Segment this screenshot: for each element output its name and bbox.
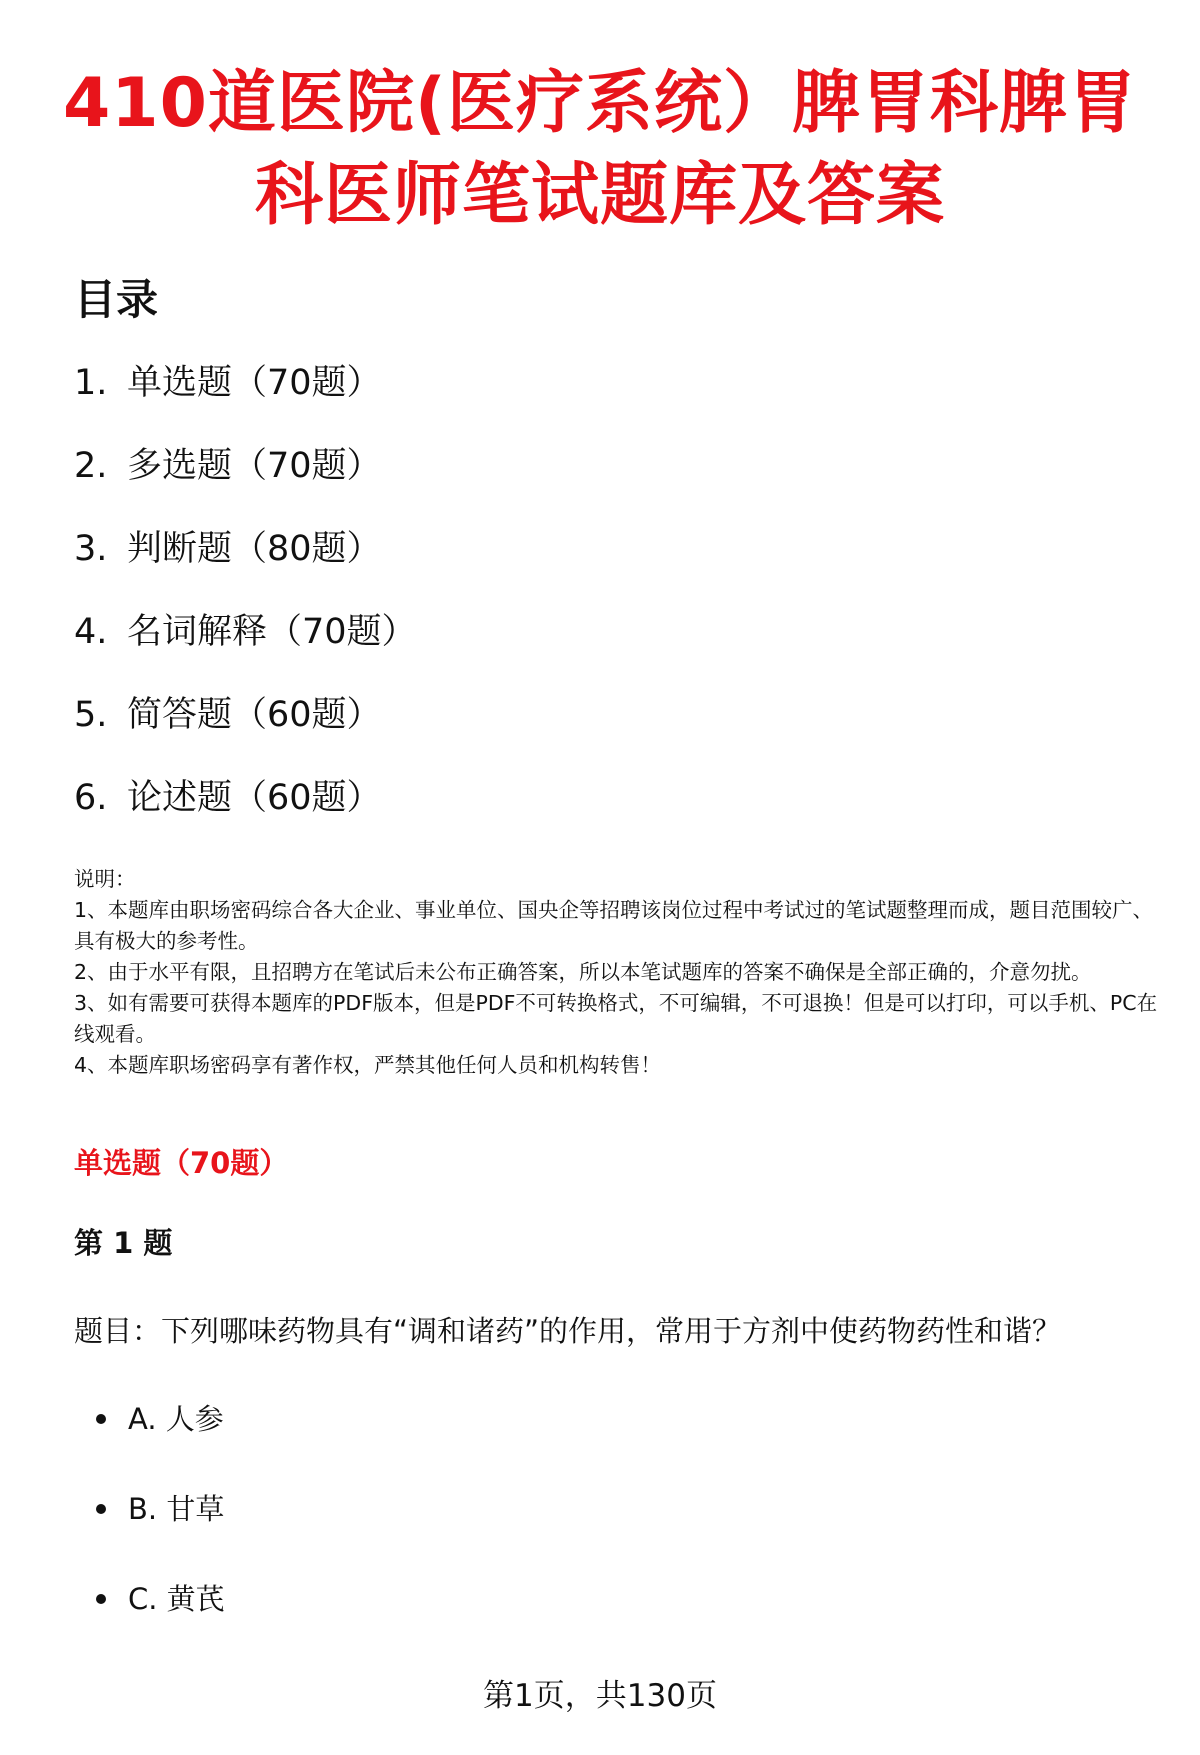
bullet-icon bbox=[96, 1504, 106, 1514]
toc-item bbox=[74, 358, 417, 441]
toc-item-label: 名词解释（70题） bbox=[127, 612, 417, 652]
option-item bbox=[96, 1488, 225, 1578]
section-title: 单选题（70题） bbox=[74, 1146, 289, 1180]
toc-item-label: 简答题（60题） bbox=[127, 695, 382, 735]
page-footer: 第1页，共130页 bbox=[483, 1678, 717, 1714]
toc-item bbox=[74, 773, 417, 856]
answer-options bbox=[96, 1398, 225, 1668]
toc-item bbox=[74, 607, 417, 690]
toc-item bbox=[74, 524, 417, 607]
notes-heading: 说明： bbox=[74, 867, 136, 891]
toc-item bbox=[74, 441, 417, 524]
toc-item-number: 6. bbox=[74, 778, 108, 818]
bullet-icon bbox=[96, 1594, 106, 1604]
toc-heading: 目录 bbox=[74, 275, 159, 324]
note-item: 2、由于水平有限，且招聘方在笔试后未公布正确答案，所以本笔试题库的答案不确保是全部正确的，介意勿扰。 bbox=[74, 960, 1092, 984]
toc-item-label: 判断题（80题） bbox=[127, 529, 382, 569]
note-item: 4、本题库职场密码享有著作权，严禁其他任何人员和机构转售！ bbox=[74, 1053, 662, 1077]
toc-item-label: 论述题（60题） bbox=[127, 778, 382, 818]
toc-item-number: 2. bbox=[74, 446, 108, 486]
notes-block bbox=[74, 864, 1164, 1081]
toc-item-number: 3. bbox=[74, 529, 108, 569]
option-label: B. 甘草 bbox=[128, 1492, 225, 1526]
toc-item-number: 1. bbox=[74, 363, 108, 403]
option-label: C. 黄芪 bbox=[128, 1582, 225, 1616]
bullet-icon bbox=[96, 1414, 106, 1424]
question-text: 题目：下列哪味药物具有“调和诸药”的作用，常用于方剂中使药物药性和谐？ bbox=[74, 1314, 1062, 1348]
toc-item bbox=[74, 690, 417, 773]
document-title: 410道医院(医疗系统）脾胃科脾胃科医师笔试题库及答案 bbox=[62, 64, 1138, 235]
toc-item-label: 多选题（70题） bbox=[127, 446, 382, 486]
option-item bbox=[96, 1398, 225, 1488]
toc-item-number: 5. bbox=[74, 695, 108, 735]
toc-item-number: 4. bbox=[74, 612, 108, 652]
note-item: 3、如有需要可获得本题库的PDF版本，但是PDF不可转换格式，不可编辑，不可退换！但是可以打印，可以手机、PC在线观看。 bbox=[74, 991, 1158, 1046]
toc-item-label: 单选题（70题） bbox=[127, 363, 382, 403]
option-item bbox=[96, 1578, 225, 1668]
option-label: A. 人参 bbox=[128, 1402, 224, 1436]
table-of-contents bbox=[74, 358, 417, 856]
note-item: 1、本题库由职场密码综合各大企业、事业单位、国央企等招聘该岗位过程中考试过的笔试题整理而成，题目范围较广、具有极大的参考性。 bbox=[74, 898, 1154, 953]
question-number: 第 1 题 bbox=[74, 1226, 173, 1260]
